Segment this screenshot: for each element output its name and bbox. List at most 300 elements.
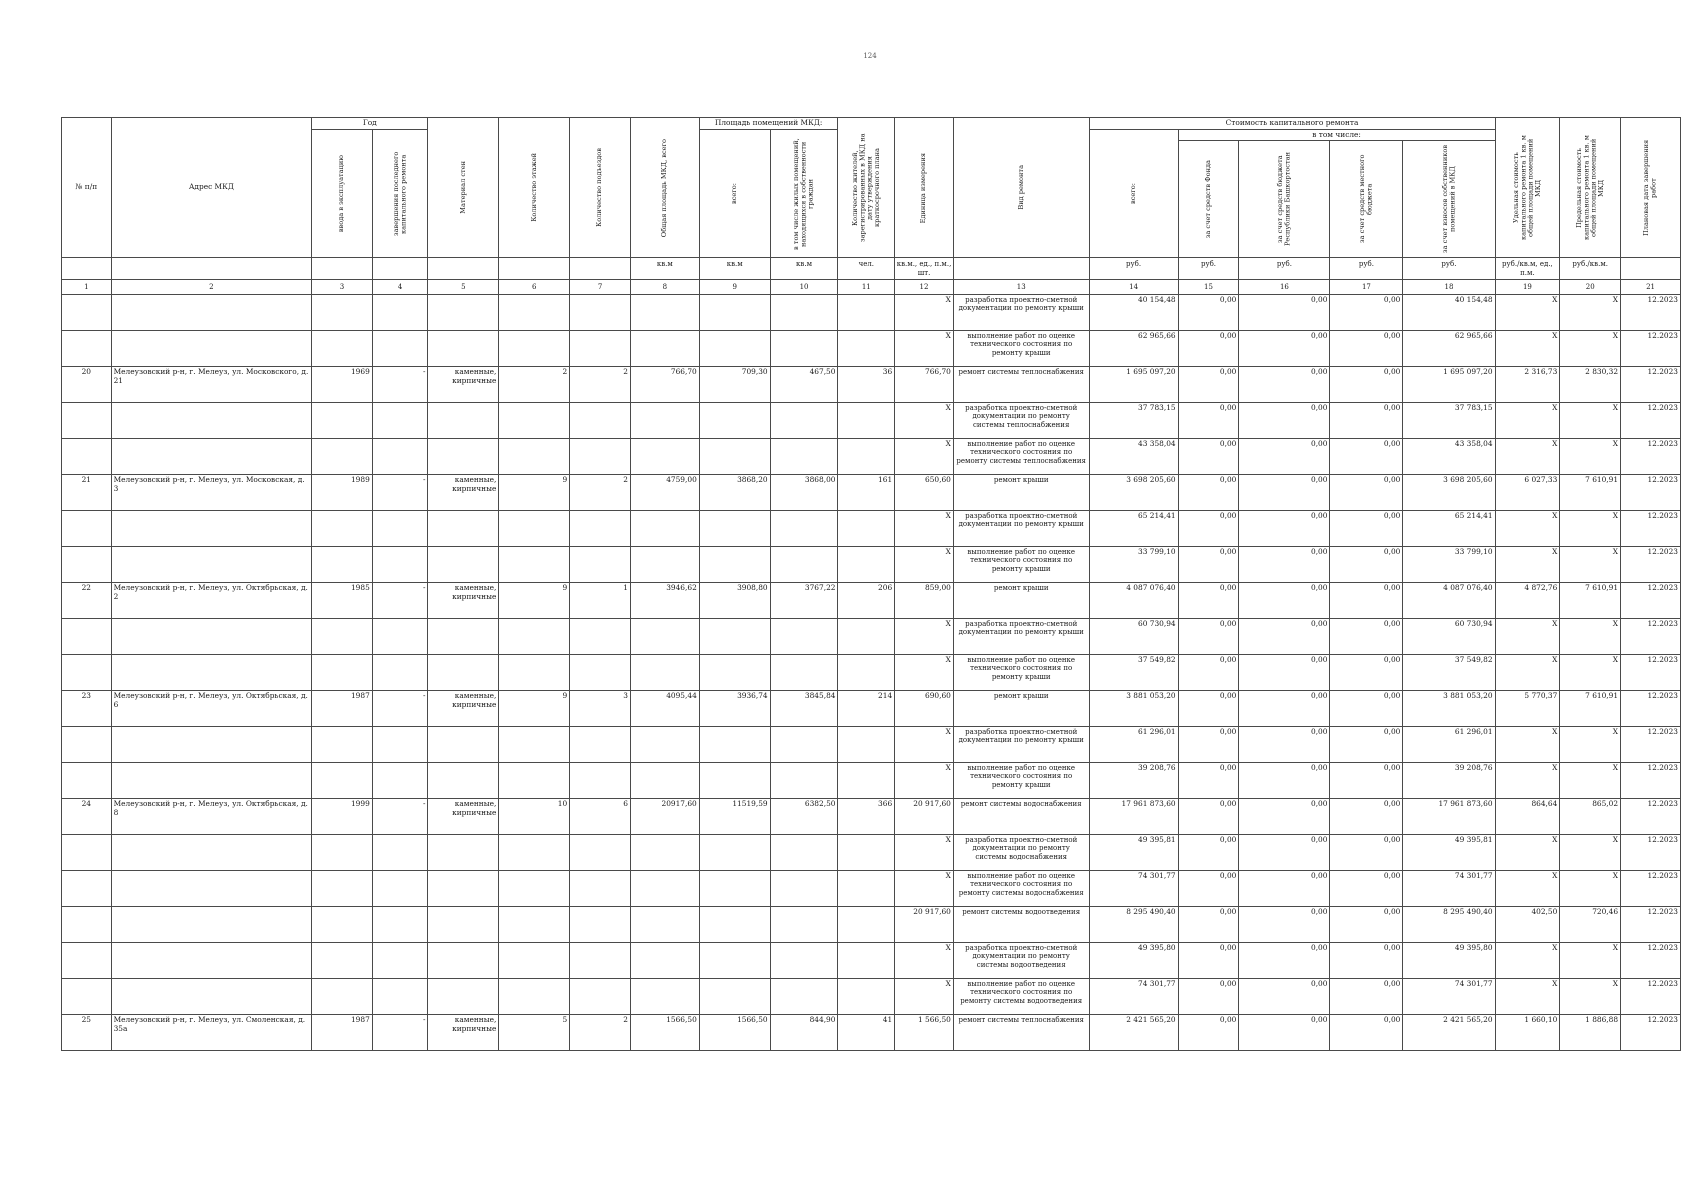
year-commission-cell xyxy=(312,403,373,439)
cost-total-cell: 49 395,81 xyxy=(1089,835,1178,871)
cost-owners-cell: 33 799,10 xyxy=(1403,547,1495,583)
cost-owners-cell: 74 301,77 xyxy=(1403,979,1495,1015)
cost-total-cell: 61 296,01 xyxy=(1089,727,1178,763)
wall-material-cell: каменные, кирпичные xyxy=(428,475,499,511)
deadline-cell: 12.2023 xyxy=(1621,547,1681,583)
work-type-cell: выполнение работ по оценке технического состояния по ремонту крыши xyxy=(953,547,1089,583)
residents-cell xyxy=(838,907,895,943)
header-deadline: Плановая дата завершения работ xyxy=(1621,118,1681,258)
cost-local-cell: 0,00 xyxy=(1330,583,1403,619)
wall-material-cell xyxy=(428,727,499,763)
cost-fund-cell: 0,00 xyxy=(1178,403,1239,439)
deadline-cell: 12.2023 xyxy=(1621,943,1681,979)
specific-cost-cell: X xyxy=(1495,943,1560,979)
area-total-cell xyxy=(699,619,770,655)
wall-material-cell xyxy=(428,439,499,475)
header-entrances: Количество подъездов xyxy=(570,118,631,258)
year-repair-cell xyxy=(372,943,428,979)
table-row xyxy=(62,763,1681,799)
column-number: 8 xyxy=(630,279,699,294)
max-cost-cell: 2 830,32 xyxy=(1560,367,1621,403)
residents-cell xyxy=(838,331,895,367)
area-total-cell xyxy=(699,655,770,691)
header-cost-group: Стоимость капитального ремонта xyxy=(1089,118,1495,130)
specific-cost-cell: X xyxy=(1495,763,1560,799)
area-private-cell: 3845,84 xyxy=(770,691,838,727)
table-row xyxy=(62,799,1681,835)
year-repair-cell xyxy=(372,439,428,475)
table-row xyxy=(62,691,1681,727)
cost-owners-cell: 17 961 873,60 xyxy=(1403,799,1495,835)
residents-cell xyxy=(838,619,895,655)
year-commission-cell xyxy=(312,943,373,979)
header-address: Адрес МКД xyxy=(111,118,311,258)
unit-cell: кв.м xyxy=(770,258,838,280)
cost-total-cell: 8 295 490,40 xyxy=(1089,907,1178,943)
header-year-commission: ввода в эксплуатацию xyxy=(312,129,373,258)
area-private-cell xyxy=(770,403,838,439)
cost-fund-cell: 0,00 xyxy=(1178,943,1239,979)
entrances-cell: 6 xyxy=(570,799,631,835)
header-area-group: Площадь помещений МКД: xyxy=(699,118,838,130)
specific-cost-cell: 402,50 xyxy=(1495,907,1560,943)
total-area-cell xyxy=(630,943,699,979)
header-total-area: Общая площадь МКД, всего xyxy=(630,118,699,258)
header-area-private: в том числе жилых помещений, находящихся в собственности граждан xyxy=(770,129,838,258)
floors-cell xyxy=(499,547,570,583)
row-number-cell xyxy=(62,763,112,799)
specific-cost-cell: 4 872,76 xyxy=(1495,583,1560,619)
cost-owners-cell: 8 295 490,40 xyxy=(1403,907,1495,943)
work-type-cell: выполнение работ по оценке технического состояния по ремонту системы водоотведения xyxy=(953,979,1089,1015)
year-commission-cell: 1969 xyxy=(312,367,373,403)
row-number-cell xyxy=(62,907,112,943)
cost-owners-cell: 39 208,76 xyxy=(1403,763,1495,799)
year-commission-cell xyxy=(312,871,373,907)
row-number-cell: 22 xyxy=(62,583,112,619)
cost-fund-cell: 0,00 xyxy=(1178,331,1239,367)
header-cost-total: всего: xyxy=(1089,129,1178,258)
work-type-cell: разработка проектно-сметной документации по ремонту системы водоотведения xyxy=(953,943,1089,979)
area-total-cell xyxy=(699,907,770,943)
address-cell xyxy=(111,655,311,691)
work-type-cell: выполнение работ по оценке технического состояния по ремонту крыши xyxy=(953,763,1089,799)
unit-value-cell: X xyxy=(895,403,954,439)
specific-cost-cell: X xyxy=(1495,871,1560,907)
total-area-cell: 1566,50 xyxy=(630,1015,699,1051)
table-row xyxy=(62,367,1681,403)
column-number: 5 xyxy=(428,279,499,294)
area-private-cell xyxy=(770,547,838,583)
work-type-cell: ремонт системы теплоснабжения xyxy=(953,1015,1089,1051)
residents-cell: 206 xyxy=(838,583,895,619)
entrances-cell: 2 xyxy=(570,475,631,511)
row-number-cell xyxy=(62,655,112,691)
residents-cell: 214 xyxy=(838,691,895,727)
area-private-cell xyxy=(770,907,838,943)
year-commission-cell xyxy=(312,979,373,1015)
specific-cost-cell: X xyxy=(1495,403,1560,439)
floors-cell xyxy=(499,331,570,367)
cost-fund-cell: 0,00 xyxy=(1178,727,1239,763)
cost-total-cell: 40 154,48 xyxy=(1089,295,1178,331)
cost-local-cell: 0,00 xyxy=(1330,655,1403,691)
address-cell: Мелеузовский р-н, г. Мелеуз, ул. Смоленская, д. 35а xyxy=(111,1015,311,1051)
floors-cell xyxy=(499,943,570,979)
table-row xyxy=(62,727,1681,763)
row-number-cell: 20 xyxy=(62,367,112,403)
area-total-cell xyxy=(699,331,770,367)
residents-cell: 366 xyxy=(838,799,895,835)
residents-cell xyxy=(838,403,895,439)
residents-cell: 41 xyxy=(838,1015,895,1051)
address-cell xyxy=(111,763,311,799)
row-number-cell: 21 xyxy=(62,475,112,511)
cost-owners-cell: 65 214,41 xyxy=(1403,511,1495,547)
area-private-cell xyxy=(770,511,838,547)
entrances-cell xyxy=(570,979,631,1015)
address-cell: Мелеузовский р-н, г. Мелеуз, ул. Октябрьская, д. 2 xyxy=(111,583,311,619)
cost-fund-cell: 0,00 xyxy=(1178,511,1239,547)
area-private-cell: 3767,22 xyxy=(770,583,838,619)
cost-total-cell: 74 301,77 xyxy=(1089,979,1178,1015)
year-repair-cell xyxy=(372,331,428,367)
table-row xyxy=(62,583,1681,619)
work-type-cell: выполнение работ по оценке технического состояния по ремонту крыши xyxy=(953,331,1089,367)
unit-value-cell: X xyxy=(895,943,954,979)
max-cost-cell: 7 610,91 xyxy=(1560,691,1621,727)
header-work-type: Вид ремонта xyxy=(953,118,1089,258)
cost-local-cell: 0,00 xyxy=(1330,1015,1403,1051)
row-number-cell xyxy=(62,547,112,583)
address-cell xyxy=(111,907,311,943)
cost-local-cell: 0,00 xyxy=(1330,871,1403,907)
work-type-cell: ремонт системы водоотведения xyxy=(953,907,1089,943)
address-cell xyxy=(111,403,311,439)
residents-cell xyxy=(838,439,895,475)
cost-republic-cell: 0,00 xyxy=(1239,799,1330,835)
deadline-cell: 12.2023 xyxy=(1621,367,1681,403)
address-cell xyxy=(111,331,311,367)
cost-total-cell: 43 358,04 xyxy=(1089,439,1178,475)
floors-cell xyxy=(499,619,570,655)
max-cost-cell: X xyxy=(1560,835,1621,871)
unit-value-cell: X xyxy=(895,295,954,331)
area-total-cell xyxy=(699,763,770,799)
cost-fund-cell: 0,00 xyxy=(1178,979,1239,1015)
max-cost-cell: 865,02 xyxy=(1560,799,1621,835)
cost-republic-cell: 0,00 xyxy=(1239,979,1330,1015)
cost-owners-cell: 60 730,94 xyxy=(1403,619,1495,655)
wall-material-cell xyxy=(428,943,499,979)
cost-owners-cell: 49 395,80 xyxy=(1403,943,1495,979)
unit-value-cell: X xyxy=(895,439,954,475)
floors-cell xyxy=(499,403,570,439)
max-cost-cell: X xyxy=(1560,511,1621,547)
unit-cell: руб./кв.м, ед., п.м. xyxy=(1495,258,1560,280)
cost-owners-cell: 49 395,81 xyxy=(1403,835,1495,871)
specific-cost-cell: 5 770,37 xyxy=(1495,691,1560,727)
cost-republic-cell: 0,00 xyxy=(1239,691,1330,727)
wall-material-cell: каменные, кирпичные xyxy=(428,583,499,619)
year-commission-cell xyxy=(312,511,373,547)
unit-cell: руб. xyxy=(1403,258,1495,280)
year-repair-cell: - xyxy=(372,799,428,835)
work-type-cell: ремонт крыши xyxy=(953,583,1089,619)
cost-republic-cell: 0,00 xyxy=(1239,943,1330,979)
area-total-cell xyxy=(699,979,770,1015)
row-number-cell: 25 xyxy=(62,1015,112,1051)
area-total-cell xyxy=(699,727,770,763)
address-cell xyxy=(111,295,311,331)
max-cost-cell: X xyxy=(1560,547,1621,583)
cost-owners-cell: 37 783,15 xyxy=(1403,403,1495,439)
cost-owners-cell: 74 301,77 xyxy=(1403,871,1495,907)
table-row xyxy=(62,943,1681,979)
specific-cost-cell: X xyxy=(1495,619,1560,655)
area-private-cell xyxy=(770,763,838,799)
cost-local-cell: 0,00 xyxy=(1330,367,1403,403)
cost-local-cell: 0,00 xyxy=(1330,943,1403,979)
cost-owners-cell: 4 087 076,40 xyxy=(1403,583,1495,619)
address-cell xyxy=(111,547,311,583)
table-row xyxy=(62,475,1681,511)
year-repair-cell: - xyxy=(372,367,428,403)
header-area-total: всего: xyxy=(699,129,770,258)
area-private-cell xyxy=(770,295,838,331)
floors-cell xyxy=(499,655,570,691)
entrances-cell xyxy=(570,403,631,439)
cost-fund-cell: 0,00 xyxy=(1178,799,1239,835)
cost-republic-cell: 0,00 xyxy=(1239,1015,1330,1051)
max-cost-cell: X xyxy=(1560,295,1621,331)
work-type-cell: ремонт системы водоснабжения xyxy=(953,799,1089,835)
unit-value-cell: X xyxy=(895,511,954,547)
wall-material-cell xyxy=(428,763,499,799)
entrances-cell xyxy=(570,763,631,799)
area-total-cell: 709,30 xyxy=(699,367,770,403)
max-cost-cell: X xyxy=(1560,763,1621,799)
address-cell: Мелеузовский р-н, г. Мелеуз, ул. Московского, д. 21 xyxy=(111,367,311,403)
wall-material-cell: каменные, кирпичные xyxy=(428,799,499,835)
floors-cell xyxy=(499,835,570,871)
wall-material-cell xyxy=(428,295,499,331)
unit-cell xyxy=(953,258,1089,280)
cost-republic-cell: 0,00 xyxy=(1239,727,1330,763)
cost-republic-cell: 0,00 xyxy=(1239,475,1330,511)
cost-local-cell: 0,00 xyxy=(1330,799,1403,835)
area-total-cell: 3868,20 xyxy=(699,475,770,511)
row-number-cell xyxy=(62,403,112,439)
unit-cell xyxy=(570,258,631,280)
specific-cost-cell: X xyxy=(1495,979,1560,1015)
unit-cell xyxy=(372,258,428,280)
deadline-cell: 12.2023 xyxy=(1621,583,1681,619)
year-commission-cell: 1985 xyxy=(312,583,373,619)
table-row xyxy=(62,331,1681,367)
residents-cell xyxy=(838,295,895,331)
cost-owners-cell: 3 881 053,20 xyxy=(1403,691,1495,727)
total-area-cell xyxy=(630,619,699,655)
header-cost-republic: за счет средств бюджета Республики Башкортостан xyxy=(1239,141,1330,258)
column-number: 3 xyxy=(312,279,373,294)
specific-cost-cell: X xyxy=(1495,727,1560,763)
cost-fund-cell: 0,00 xyxy=(1178,547,1239,583)
unit-cell: руб. xyxy=(1089,258,1178,280)
unit-value-cell: 650,60 xyxy=(895,475,954,511)
deadline-cell: 12.2023 xyxy=(1621,655,1681,691)
row-number-cell: 24 xyxy=(62,799,112,835)
work-type-cell: разработка проектно-сметной документации по ремонту крыши xyxy=(953,727,1089,763)
area-private-cell xyxy=(770,943,838,979)
year-commission-cell xyxy=(312,295,373,331)
table-row xyxy=(62,403,1681,439)
column-number: 2 xyxy=(111,279,311,294)
column-number: 16 xyxy=(1239,279,1330,294)
max-cost-cell: 720,46 xyxy=(1560,907,1621,943)
specific-cost-cell: X xyxy=(1495,547,1560,583)
specific-cost-cell: X xyxy=(1495,835,1560,871)
unit-value-cell: X xyxy=(895,655,954,691)
address-cell xyxy=(111,871,311,907)
floors-cell xyxy=(499,871,570,907)
cost-republic-cell: 0,00 xyxy=(1239,763,1330,799)
unit-cell: кв.м., ед., п.м., шт. xyxy=(895,258,954,280)
column-number: 12 xyxy=(895,279,954,294)
total-area-cell xyxy=(630,655,699,691)
total-area-cell xyxy=(630,511,699,547)
column-number: 6 xyxy=(499,279,570,294)
total-area-cell xyxy=(630,331,699,367)
unit-cell: чел. xyxy=(838,258,895,280)
area-total-cell xyxy=(699,295,770,331)
table-row xyxy=(62,907,1681,943)
year-repair-cell xyxy=(372,547,428,583)
column-number: 4 xyxy=(372,279,428,294)
max-cost-cell: 7 610,91 xyxy=(1560,475,1621,511)
address-cell: Мелеузовский р-н, г. Мелеуз, ул. Октябрьская, д. 8 xyxy=(111,799,311,835)
unit-cell xyxy=(428,258,499,280)
year-commission-cell xyxy=(312,547,373,583)
cost-local-cell: 0,00 xyxy=(1330,835,1403,871)
residents-cell: 36 xyxy=(838,367,895,403)
row-number-cell xyxy=(62,511,112,547)
column-number: 11 xyxy=(838,279,895,294)
cost-republic-cell: 0,00 xyxy=(1239,367,1330,403)
work-type-cell: выполнение работ по оценке технического состояния по ремонту системы теплоснабжения xyxy=(953,439,1089,475)
entrances-cell xyxy=(570,727,631,763)
cost-total-cell: 2 421 565,20 xyxy=(1089,1015,1178,1051)
row-number-cell xyxy=(62,619,112,655)
cost-republic-cell: 0,00 xyxy=(1239,619,1330,655)
deadline-cell: 12.2023 xyxy=(1621,871,1681,907)
wall-material-cell xyxy=(428,403,499,439)
header-floors: Количество этажей xyxy=(499,118,570,258)
header-specific-cost: Удельная стоимость капитального ремонта 1 кв. м общей площади помещений МКД xyxy=(1495,118,1560,258)
column-number: 20 xyxy=(1560,279,1621,294)
year-repair-cell xyxy=(372,727,428,763)
deadline-cell: 12.2023 xyxy=(1621,835,1681,871)
entrances-cell xyxy=(570,835,631,871)
cost-local-cell: 0,00 xyxy=(1330,907,1403,943)
specific-cost-cell: 2 316,73 xyxy=(1495,367,1560,403)
cost-republic-cell: 0,00 xyxy=(1239,403,1330,439)
cost-fund-cell: 0,00 xyxy=(1178,619,1239,655)
cost-owners-cell: 62 965,66 xyxy=(1403,331,1495,367)
header-max-cost: Предельная стоимость капитального ремонта 1 кв. м общей площади помещений МКД xyxy=(1560,118,1621,258)
area-total-cell xyxy=(699,511,770,547)
specific-cost-cell: X xyxy=(1495,439,1560,475)
unit-value-cell: X xyxy=(895,763,954,799)
cost-republic-cell: 0,00 xyxy=(1239,907,1330,943)
cost-republic-cell: 0,00 xyxy=(1239,655,1330,691)
cost-republic-cell: 0,00 xyxy=(1239,547,1330,583)
table-row xyxy=(62,835,1681,871)
area-private-cell: 467,50 xyxy=(770,367,838,403)
deadline-cell: 12.2023 xyxy=(1621,799,1681,835)
address-cell xyxy=(111,727,311,763)
cost-republic-cell: 0,00 xyxy=(1239,439,1330,475)
table-row xyxy=(62,295,1681,331)
cost-owners-cell: 2 421 565,20 xyxy=(1403,1015,1495,1051)
cost-local-cell: 0,00 xyxy=(1330,727,1403,763)
max-cost-cell: X xyxy=(1560,655,1621,691)
cost-total-cell: 62 965,66 xyxy=(1089,331,1178,367)
cost-owners-cell: 61 296,01 xyxy=(1403,727,1495,763)
table-row xyxy=(62,655,1681,691)
cost-total-cell: 65 214,41 xyxy=(1089,511,1178,547)
area-private-cell xyxy=(770,835,838,871)
total-area-cell xyxy=(630,871,699,907)
floors-cell xyxy=(499,511,570,547)
column-number: 10 xyxy=(770,279,838,294)
wall-material-cell: каменные, кирпичные xyxy=(428,691,499,727)
cost-local-cell: 0,00 xyxy=(1330,763,1403,799)
cost-fund-cell: 0,00 xyxy=(1178,367,1239,403)
floors-cell xyxy=(499,763,570,799)
total-area-cell xyxy=(630,727,699,763)
column-number: 19 xyxy=(1495,279,1560,294)
residents-cell xyxy=(838,835,895,871)
area-total-cell xyxy=(699,403,770,439)
unit-cell xyxy=(312,258,373,280)
row-number-cell xyxy=(62,439,112,475)
address-cell xyxy=(111,943,311,979)
cost-owners-cell: 1 695 097,20 xyxy=(1403,367,1495,403)
residents-cell xyxy=(838,943,895,979)
address-cell: Мелеузовский р-н, г. Мелеуз, ул. Московская, д. 3 xyxy=(111,475,311,511)
cost-local-cell: 0,00 xyxy=(1330,439,1403,475)
max-cost-cell: 1 886,88 xyxy=(1560,1015,1621,1051)
entrances-cell xyxy=(570,907,631,943)
entrances-cell xyxy=(570,511,631,547)
max-cost-cell: X xyxy=(1560,943,1621,979)
column-number: 15 xyxy=(1178,279,1239,294)
year-repair-cell xyxy=(372,295,428,331)
table-row xyxy=(62,547,1681,583)
floors-cell: 9 xyxy=(499,583,570,619)
max-cost-cell: X xyxy=(1560,439,1621,475)
unit-cell xyxy=(1621,258,1681,280)
wall-material-cell xyxy=(428,835,499,871)
cost-owners-cell: 43 358,04 xyxy=(1403,439,1495,475)
year-repair-cell xyxy=(372,403,428,439)
entrances-cell xyxy=(570,439,631,475)
year-repair-cell xyxy=(372,907,428,943)
column-number: 14 xyxy=(1089,279,1178,294)
entrances-cell xyxy=(570,547,631,583)
deadline-cell: 12.2023 xyxy=(1621,727,1681,763)
